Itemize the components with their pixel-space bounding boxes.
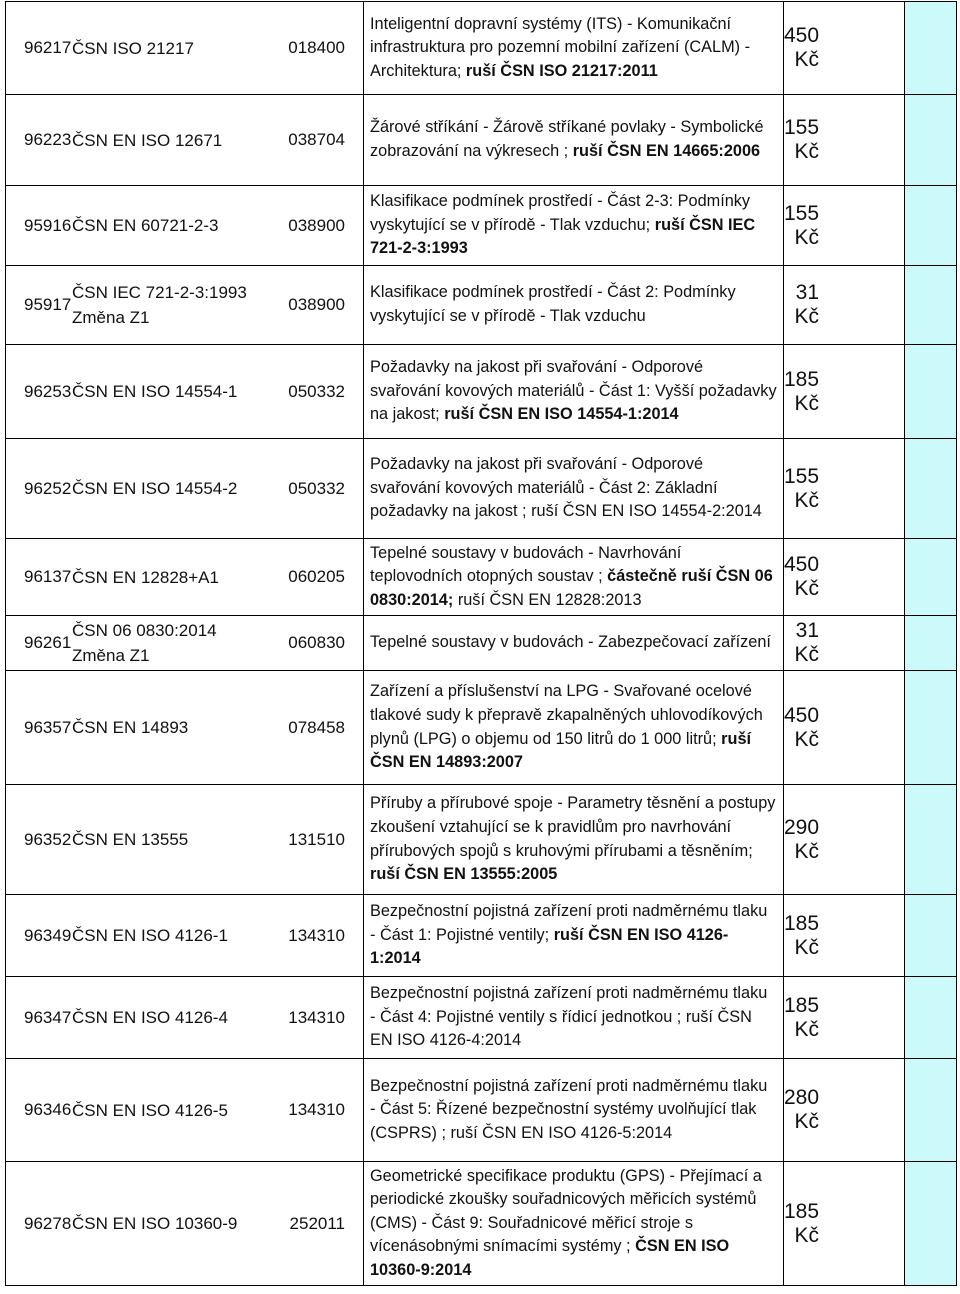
table-row xyxy=(6,2,957,95)
standard-code-text: ČSN EN ISO 12671 xyxy=(72,130,223,150)
classification-code: 252011 xyxy=(289,1213,345,1233)
description-segment: Geometrické specifikace produktu (GPS) - Přejímací a periodické zkoušky souřadnicových měřicích systémů (CMS) - Část 9: Souřadnicové měřicí stroje s vícenásobnými snímacími systémy ; xyxy=(370,1166,762,1256)
standard-code xyxy=(72,379,272,404)
catalog-number: 96349 xyxy=(24,925,72,945)
order-quantity-cell[interactable] xyxy=(905,345,957,439)
standard-id-cell xyxy=(6,1162,364,1286)
description-cell xyxy=(364,186,784,266)
description-segment: Inteligentní dopravní systémy (ITS) - Komunikační infrastruktura pro pozemní mobilní zařízení (CALM) - Architektura; xyxy=(370,14,751,80)
order-quantity-cell[interactable] xyxy=(905,977,957,1059)
description-segment: Požadavky na jakost při svařování - Odporové svařování kovových materiálů - Část 2: Základní požadavky na jakost ; ruší ČSN EN ISO 14554-2:2014 xyxy=(370,455,762,521)
standard-code xyxy=(72,128,272,153)
order-quantity-cell[interactable] xyxy=(905,616,957,671)
description-bold-segment: částečně ruší ČSN 06 0830:2014; xyxy=(370,567,773,609)
description-bold-segment: ČSN EN ISO 10360-9:2014 xyxy=(370,1237,730,1279)
price-cell: 290 Kč xyxy=(784,785,905,895)
standard-id-cell xyxy=(6,539,364,616)
order-quantity-cell[interactable] xyxy=(905,895,957,977)
catalog-number: 95916 xyxy=(24,215,72,235)
order-quantity-cell[interactable] xyxy=(905,2,957,95)
table-row xyxy=(6,671,957,785)
standard-id-cell xyxy=(6,2,364,95)
description-cell xyxy=(364,1059,784,1162)
standard-id-cell xyxy=(6,895,364,977)
classification-code: 131510 xyxy=(288,829,345,849)
table-row xyxy=(6,1162,957,1286)
price-cell: 155 Kč xyxy=(784,95,905,186)
price-cell: 450 Kč xyxy=(784,539,905,616)
standard-code-text: ČSN EN ISO 14554-1 xyxy=(72,382,238,401)
description-cell xyxy=(364,2,784,95)
catalog-number: 95917 xyxy=(24,295,72,314)
order-quantity-cell[interactable] xyxy=(905,439,957,539)
description-segment: Bezpečnostní pojistná zařízení proti nadměrnému tlaku - Část 5: Řízené bezpečnostní systémy uvolňující tlak (CSPRS) ; ruší ČSN EN ISO 4126-5:2014 xyxy=(370,1076,768,1142)
description-segment: Bezpečnostní pojistná zařízení proti nadměrnému tlaku - Část 1: Pojistné ventily; xyxy=(370,902,768,944)
standard-code xyxy=(72,715,272,740)
standard-id-cell xyxy=(6,345,364,439)
description-cell xyxy=(364,977,784,1059)
description-bold-segment: ruší ČSN EN 14665:2006 xyxy=(572,142,761,160)
standard-code xyxy=(72,923,272,948)
standard-id-cell xyxy=(6,1059,364,1162)
catalog-number: 96357 xyxy=(24,717,72,737)
description-segment: Tepelné soustavy v budovách - Zabezpečovací zařízení xyxy=(370,633,771,652)
catalog-number: 96217 xyxy=(24,38,72,57)
description-cell xyxy=(364,539,784,616)
standard-code-text: ČSN EN ISO 4126-5 xyxy=(72,1100,228,1120)
description-segment: Žárové stříkání - Žárově stříkané povlaky - Symbolické zobrazování na výkresech ; xyxy=(370,118,764,160)
standard-code xyxy=(72,1098,272,1123)
description-bold-segment: ruší ČSN EN 13555:2005 xyxy=(370,865,558,884)
standard-code-text: ČSN EN 60721-2-3 xyxy=(72,216,219,235)
price-cell: 450 Kč xyxy=(784,2,905,95)
catalog-number: 96223 xyxy=(24,130,72,149)
description-cell xyxy=(364,439,784,539)
description-cell xyxy=(364,671,784,785)
standard-id-cell xyxy=(6,785,364,895)
description-cell xyxy=(364,345,784,439)
standard-code xyxy=(72,565,272,590)
description-bold-segment: ruší ČSN ISO 21217:2011 xyxy=(465,61,658,80)
standard-code-text: ČSN EN 14893 xyxy=(72,718,189,737)
catalog-number: 96347 xyxy=(24,1007,72,1027)
standard-id-cell xyxy=(6,671,364,785)
table-row xyxy=(6,539,957,616)
standard-code-text: ČSN EN ISO 14554-2 xyxy=(72,479,238,498)
standards-table-body xyxy=(6,2,957,1286)
price-cell: 185 Kč xyxy=(784,977,905,1059)
classification-code: 018400 xyxy=(288,38,345,57)
standard-id-cell xyxy=(6,95,364,186)
catalog-number: 96252 xyxy=(24,478,72,498)
standard-id-cell xyxy=(6,186,364,266)
table-row xyxy=(6,345,957,439)
description-cell xyxy=(364,95,784,186)
catalog-number: 96278 xyxy=(24,1213,72,1233)
classification-code: 078458 xyxy=(288,717,345,737)
description-segment: Klasifikace podmínek prostředí - Část 2: Podmínky vyskytující se v přírodě - Tlak vzduchu xyxy=(370,283,736,325)
description-segment: Zařízení a příslušenství na LPG - Svařované ocelové tlakové sudy k přepravě zkapalněných uhlovodíkových plynů (LPG) o objemu od 150 litrů do 1 000 litrů; xyxy=(370,682,763,748)
table-row xyxy=(6,186,957,266)
classification-code: 134310 xyxy=(288,925,345,945)
order-quantity-cell[interactable] xyxy=(905,186,957,266)
catalog-number: 96253 xyxy=(24,381,72,401)
price-cell: 155 Kč xyxy=(784,439,905,539)
catalog-number: 96261 xyxy=(24,633,72,652)
price-cell: 31 Kč xyxy=(784,266,905,345)
classification-code: 038704 xyxy=(288,130,345,149)
description-bold-segment: ruší ČSN EN ISO 14554-1:2014 xyxy=(444,405,679,424)
description-cell xyxy=(364,785,784,895)
description-cell xyxy=(364,895,784,977)
table-row xyxy=(6,1059,957,1162)
description-segment: Požadavky na jakost při svařování - Odporové svařování kovových materiálů - Část 1: Vyšší požadavky na jakost; xyxy=(370,358,777,424)
standard-id-cell xyxy=(6,439,364,539)
order-quantity-cell[interactable] xyxy=(905,1162,957,1286)
order-quantity-cell[interactable] xyxy=(905,671,957,785)
order-quantity-cell[interactable] xyxy=(905,1059,957,1162)
table-row xyxy=(6,266,957,345)
standard-code xyxy=(72,280,272,330)
standard-code-text: ČSN EN ISO 4126-1 xyxy=(72,926,228,945)
price-cell: 185 Kč xyxy=(784,345,905,439)
standard-code-text: ČSN EN ISO 4126-4 xyxy=(72,1008,228,1027)
classification-code: 050332 xyxy=(288,381,345,401)
classification-code: 060205 xyxy=(288,567,345,586)
classification-code: 134310 xyxy=(288,1100,345,1119)
description-bold-segment: ruší ČSN EN 14893:2007 xyxy=(370,729,752,772)
table-row xyxy=(6,439,957,539)
price-cell: 185 Kč xyxy=(784,1162,905,1286)
description-cell xyxy=(364,1162,784,1286)
table-row xyxy=(6,977,957,1059)
price-cell: 31 Kč xyxy=(784,616,905,671)
classification-code: 060830 xyxy=(288,633,345,652)
order-quantity-cell[interactable] xyxy=(905,539,957,616)
standard-code-text: ČSN 06 0830:2014 xyxy=(72,621,217,640)
amendment-label: Změna Z1 xyxy=(72,308,150,327)
price-cell: 450 Kč xyxy=(784,671,905,785)
order-quantity-cell[interactable] xyxy=(905,95,957,186)
description-cell xyxy=(364,616,784,671)
catalog-number: 96137 xyxy=(24,567,72,586)
standard-code-text: ČSN EN 12828+A1 xyxy=(72,567,219,587)
description-segment: ruší ČSN EN 12828:2013 xyxy=(453,590,642,609)
classification-code: 050332 xyxy=(288,478,345,498)
description-segment: Příruby a přírubové spoje - Parametry těsnění a postupy zkoušení vztahující se k pravidlům pro navrhování přírubových spojů s kruhovými přírubami a těsněním; xyxy=(370,794,776,860)
standard-code-text: ČSN EN 13555 xyxy=(72,830,189,849)
standard-id-cell xyxy=(6,266,364,345)
price-cell: 280 Kč xyxy=(784,1059,905,1162)
standard-code xyxy=(72,213,272,238)
description-segment: Klasifikace podmínek prostředí - Část 2-3: Podmínky vyskytující se v přírodě - Tlak vzduchu; xyxy=(370,192,751,234)
table-row xyxy=(6,785,957,895)
standard-code-text: ČSN ISO 21217 xyxy=(72,38,194,58)
standard-id-cell xyxy=(6,977,364,1059)
catalog-number: 96352 xyxy=(24,829,72,849)
standard-code xyxy=(72,1005,272,1030)
table-row xyxy=(6,616,957,671)
standard-code xyxy=(72,36,272,61)
amendment-label: Změna Z1 xyxy=(72,646,150,665)
standard-id-cell xyxy=(6,616,364,671)
standards-table xyxy=(5,1,957,1286)
table-row xyxy=(6,895,957,977)
description-segment: Tepelné soustavy v budovách - Navrhování teplovodních otopných soustav ; xyxy=(370,543,682,586)
classification-code: 134310 xyxy=(288,1007,345,1027)
standard-code-text: ČSN IEC 721-2-3:1993 xyxy=(72,283,247,302)
price-cell: 185 Kč xyxy=(784,895,905,977)
standard-code-text: ČSN EN ISO 10360-9 xyxy=(72,1214,238,1233)
price-cell: 155 Kč xyxy=(784,186,905,266)
classification-code: 038900 xyxy=(288,215,345,235)
description-bold-segment: ruší ČSN IEC 721-2-3:1993 xyxy=(370,215,756,258)
classification-code: 038900 xyxy=(288,295,345,314)
order-quantity-cell[interactable] xyxy=(905,266,957,345)
description-cell xyxy=(364,266,784,345)
standard-code xyxy=(72,476,272,501)
standard-code xyxy=(72,1211,272,1236)
standard-code xyxy=(72,618,272,668)
table-row xyxy=(6,95,957,186)
description-segment: Bezpečnostní pojistná zařízení proti nadměrnému tlaku - Část 4: Pojistné ventily s řídicí jednotkou ; ruší ČSN EN ISO 4126-4:2014 xyxy=(370,984,768,1050)
description-bold-segment: ruší ČSN EN ISO 4126-1:2014 xyxy=(370,925,729,968)
order-quantity-cell[interactable] xyxy=(905,785,957,895)
standard-code xyxy=(72,827,272,852)
catalog-number: 96346 xyxy=(24,1100,72,1119)
